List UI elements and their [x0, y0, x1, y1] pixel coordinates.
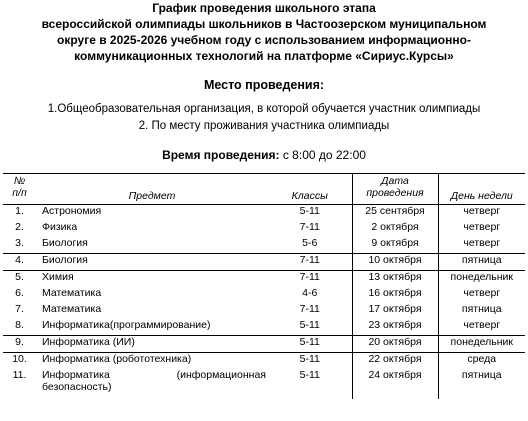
title-line-2: всероссийской олимпиады школьников в Частоозерском муниципальном: [41, 17, 487, 31]
time-label: Время проведения:: [162, 148, 280, 162]
venue-heading: Место проведения:: [203, 78, 325, 92]
table-row: 5. Химия 7-11 13 октября понедельник: [3, 271, 525, 288]
table-row: 2. Физика 7-11 2 октября четверг: [3, 221, 525, 237]
schedule-table: [3, 173, 525, 399]
table-row: 7. Математика 7-11 17 октября пятница: [3, 303, 525, 319]
header-subject: Предмет: [36, 174, 268, 205]
header-classes: Классы: [268, 174, 352, 205]
document-title: [0, 0, 528, 64]
time-value: с 8:00 до 22:00: [279, 148, 366, 162]
table-row: 6. Математика 4-6 16 октября четверг: [3, 287, 525, 303]
table-row: 8. Информатика(программирование) 5-11 23 октября четверг: [3, 319, 525, 336]
title-line-3: округе в 2025-2026 учебном году с использованием информационно-: [57, 33, 471, 47]
table-header-row: [3, 174, 525, 205]
table-row: 11. Информатика (информационная безопасность) 5-11 24 октября пятница: [3, 369, 525, 399]
table-row: 4. Биология 7-11 10 октября пятница: [3, 254, 525, 271]
venue-option-1: 1.Общеобразовательная организация, в которой обучается участник олимпиады: [47, 103, 481, 115]
header-date: Дата проведения: [352, 174, 438, 205]
venue-option-2: 2. По месту проживания участника олимпиады: [138, 120, 390, 132]
header-num: № п/п: [3, 174, 36, 205]
table-row: 1. Астрономия 5-11 25 сентября четверг: [3, 205, 525, 222]
time-line: [0, 147, 528, 163]
table-row: 10. Информатика (робототехника) 5-11 22 октября среда: [3, 353, 525, 370]
table-row: 9. Информатика (ИИ) 5-11 20 октября понедельник: [3, 336, 525, 353]
header-weekday: День недели: [438, 174, 525, 205]
title-line-1: График проведения школьного этапа: [152, 1, 376, 15]
title-line-4: коммуникационных технологий на платформе «Сириус.Курсы»: [74, 49, 454, 63]
table-row: 3. Биология 5-6 9 октября четверг: [3, 237, 525, 254]
